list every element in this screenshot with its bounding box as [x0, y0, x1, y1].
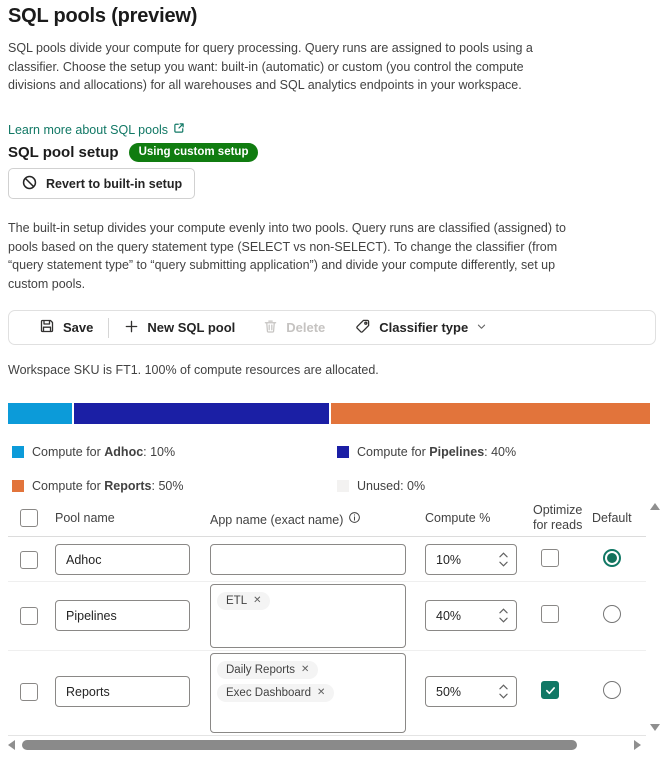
- compute-percent-spinner[interactable]: [425, 600, 517, 631]
- setup-heading: SQL pool setup: [8, 144, 119, 161]
- app-tag-label: Exec Dashboard: [226, 687, 312, 699]
- column-header-optimize: Optimize for reads: [533, 503, 583, 532]
- pool-name-input[interactable]: [55, 676, 190, 707]
- legend-item-adhoc: [12, 444, 175, 460]
- trash-icon: [263, 319, 278, 337]
- save-label: Save: [63, 320, 94, 335]
- app-tag-label: Daily Reports: [226, 664, 296, 676]
- legend-label: Compute for Reports: 50%: [32, 479, 184, 493]
- legend-item-unused: [337, 478, 425, 494]
- compute-percent-value: 10%: [436, 552, 462, 567]
- app-tag: [217, 684, 334, 702]
- vertical-scroll-up-arrow[interactable]: [650, 503, 660, 510]
- compute-allocation-bar: [8, 403, 650, 424]
- setup-heading-row: [8, 143, 258, 162]
- spinner-up-icon: [499, 552, 508, 558]
- learn-more-label: Learn more about SQL pools: [8, 122, 169, 137]
- spinner-up-icon: [499, 608, 508, 614]
- pool-name-input[interactable]: [55, 544, 190, 575]
- horizontal-scroll-right-arrow[interactable]: [634, 740, 641, 750]
- learn-more-link[interactable]: [8, 122, 185, 137]
- row-select-checkbox[interactable]: [20, 551, 38, 569]
- tag-dismiss-icon[interactable]: ✕: [317, 687, 326, 698]
- pool-name-input[interactable]: [55, 600, 190, 631]
- column-header-default: Default: [592, 511, 632, 525]
- default-pool-radio[interactable]: [603, 681, 621, 699]
- column-header-compute: Compute %: [425, 511, 491, 525]
- allocation-segment-reports: [331, 403, 650, 424]
- default-pool-radio[interactable]: [603, 549, 621, 567]
- sku-allocation-text: Workspace SKU is FT1. 100% of compute resources are allocated.: [8, 363, 379, 377]
- toolbar-divider: [108, 318, 109, 338]
- default-pool-radio[interactable]: [603, 605, 621, 623]
- table-header-divider: [8, 536, 646, 537]
- app-name-box[interactable]: [210, 584, 406, 648]
- checkmark-icon: [545, 685, 556, 696]
- legend-swatch-pipelines: [337, 446, 349, 458]
- optimize-for-reads-checkbox[interactable]: [541, 549, 559, 567]
- delete-button[interactable]: [263, 319, 325, 337]
- row-select-checkbox[interactable]: [20, 683, 38, 701]
- row-divider: [8, 650, 646, 651]
- builtin-description: The built-in setup divides your compute evenly into two pools. Query runs are classified (assigned) to pools based on the query statement type (SELECT vs non-SELECT). To change the classifier (from “query statement type” to “query submitting application”) and divide your compute differently, set up custom pools.: [8, 221, 566, 291]
- intro-text: SQL pools divide your compute for query processing. Query runs are assigned to pools using a classifier. Choose the setup you want: built-in (automatic) or custom (you control the compute divisions and allocations) for all warehouses and SQL analytics endpoints in your workspace.: [8, 41, 533, 92]
- legend-swatch-unused: [337, 480, 349, 492]
- app-name-box[interactable]: [210, 544, 406, 575]
- spinner-down-icon: [499, 617, 508, 623]
- legend-label: Compute for Adhoc: 10%: [32, 445, 176, 459]
- vertical-scroll-down-arrow[interactable]: [650, 724, 660, 731]
- compute-percent-value: 50%: [436, 684, 462, 699]
- app-tag: [217, 592, 270, 610]
- classifier-type-label: Classifier type: [379, 320, 469, 335]
- custom-setup-badge: Using custom setup: [129, 143, 259, 162]
- tag-icon: [355, 318, 371, 337]
- allocation-segment-pipelines: [74, 403, 329, 424]
- compute-percent-value: 40%: [436, 608, 462, 623]
- classifier-type-button[interactable]: [355, 318, 487, 337]
- compute-percent-spinner[interactable]: [425, 676, 517, 707]
- delete-label: Delete: [286, 320, 326, 335]
- table-bottom-divider: [8, 735, 646, 736]
- prohibited-icon: [21, 174, 38, 194]
- save-icon: [39, 318, 55, 337]
- legend-item-pipelines: [337, 444, 516, 460]
- app-name-box[interactable]: [210, 653, 406, 733]
- allocation-segment-adhoc: [8, 403, 72, 424]
- tag-dismiss-icon[interactable]: ✕: [253, 595, 262, 606]
- optimize-for-reads-checkbox[interactable]: [541, 605, 559, 623]
- horizontal-scroll-left-arrow[interactable]: [8, 740, 15, 750]
- row-select-checkbox[interactable]: [20, 607, 38, 625]
- new-sql-pool-button[interactable]: [124, 319, 235, 337]
- new-sql-pool-label: New SQL pool: [147, 320, 236, 335]
- legend-swatch-adhoc: [12, 446, 24, 458]
- chevron-down-icon: [476, 320, 487, 335]
- legend-item-reports: [12, 478, 183, 494]
- save-button[interactable]: [39, 318, 93, 337]
- external-link-icon: [173, 122, 185, 137]
- app-tag: [217, 661, 318, 679]
- compute-percent-spinner[interactable]: [425, 544, 517, 575]
- spinner-down-icon: [499, 561, 508, 567]
- column-header-app-name: App name (exact name): [210, 511, 361, 529]
- tag-dismiss-icon[interactable]: ✕: [301, 664, 310, 675]
- legend-label: Unused: 0%: [357, 479, 426, 493]
- legend-label: Compute for Pipelines: 40%: [357, 445, 517, 459]
- info-icon[interactable]: [348, 511, 361, 529]
- legend-swatch-reports: [12, 480, 24, 492]
- optimize-for-reads-checkbox[interactable]: [541, 681, 559, 699]
- add-icon: [124, 319, 139, 337]
- spinner-down-icon: [499, 693, 508, 699]
- app-tag-label: ETL: [226, 595, 248, 607]
- column-header-pool-name: Pool name: [55, 511, 115, 525]
- revert-button-label: Revert to built-in setup: [46, 176, 183, 191]
- revert-to-builtin-button[interactable]: [8, 168, 195, 199]
- spinner-up-icon: [499, 684, 508, 690]
- command-toolbar: [8, 310, 656, 345]
- select-all-checkbox[interactable]: [20, 509, 38, 527]
- page-title: SQL pools (preview): [8, 5, 198, 27]
- horizontal-scrollbar-thumb[interactable]: [22, 740, 577, 750]
- row-divider: [8, 581, 646, 582]
